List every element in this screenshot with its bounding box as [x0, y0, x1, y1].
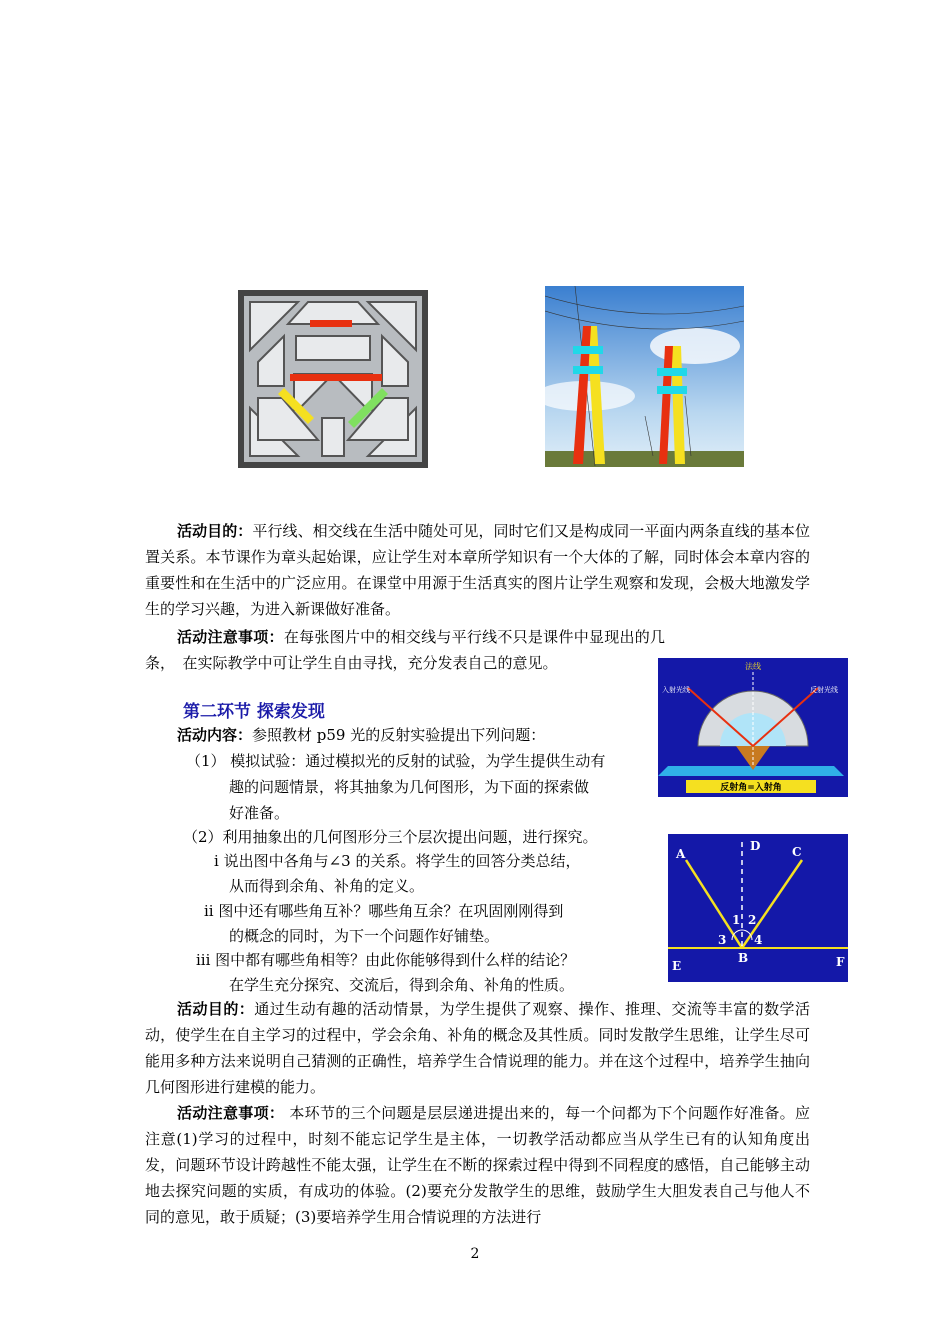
notes-text-2: 本环节的三个问题是层层递进提出来的，每一个问都为下个问题作好准备。应注意(1)学习的过程中，时刻不能忘记学生是主体，一切教学活动都应当从学生已有的认知角度出发，问题环节设计跨越性不能太强，让学生在不断的探索过程中得到不同程度的感悟，自己能够主动地去探究问题的实质，有成功的体验。(2)要充分发散学生的思维，鼓励学生大胆发表自己与他人不同的意见，敢于质疑；(3)要培养学生用合情说理的方法进行	[145, 1104, 810, 1226]
section2-purpose	[145, 996, 810, 1100]
sub-i-line1: i 说出图中各角与∠3 的关系。将学生的回答分类总结，	[214, 852, 581, 870]
purpose-label: 活动目的：	[177, 522, 253, 540]
label-E: E	[672, 959, 682, 973]
reflection-caption: 反射角=入射角	[720, 783, 782, 793]
angle-diagram	[668, 834, 848, 982]
angle-3: 3	[718, 933, 727, 947]
power-tower-icon	[545, 286, 744, 467]
incident-label: 入射光线	[662, 686, 690, 694]
power-towers-figure	[545, 286, 744, 467]
sub-ii-line2: 的概念的同时，为下一个问题作好铺垫。	[229, 927, 500, 945]
sub-iii-line2: 在学生充分探究、交流后，得到余角、补角的性质。	[229, 976, 575, 994]
content-label: 活动内容：	[177, 726, 253, 744]
reflection-experiment-icon	[658, 658, 848, 797]
purpose-label-2: 活动目的：	[177, 1000, 255, 1018]
reflection-diagram	[658, 658, 848, 797]
label-F: F	[836, 955, 845, 969]
angle-2: 2	[748, 913, 757, 927]
notes-label-2: 活动注意事项：	[177, 1104, 285, 1122]
section1-purpose	[145, 518, 810, 622]
label-C: C	[792, 845, 802, 859]
sub-iii-line1: iii 图中都有哪些角相等？由此你能够得到什么样的结论？	[196, 951, 576, 969]
window-pattern-figure	[238, 290, 428, 468]
angle-diagram-icon	[668, 834, 848, 982]
item2: （2）利用抽象出的几何图形分三个层次提出问题，进行探究。	[183, 828, 598, 846]
angle-1: 1	[732, 913, 741, 927]
reflected-label: 反射光线	[810, 686, 838, 694]
normal-label: 法线	[745, 662, 761, 671]
notes-text: 在每张图片中的相交线与平行线不只是课件中显现出的几条， 在实际教学中可让学生自由寻找，充分发表自己的意见。	[145, 628, 665, 672]
purpose-text-2: 通过生动有趣的活动情景，为学生提供了观察、操作、推理、交流等丰富的数学活动，使学生在自主学习的过程中，学会余角、补角的概念及其性质。同时发散学生思维，让学生尽可能用多种方法来说明自己猜测的正确性，培养学生合情说理的能力。并在这个过程中，培养学生抽向几何图形进行建模的能力。	[145, 1000, 810, 1096]
sub-i-line2: 从而得到余角、补角的定义。	[229, 877, 425, 895]
angle-4: 4	[754, 933, 763, 947]
section2-title: 第二环节 探索发现	[183, 702, 325, 722]
content-text: 参照教材 p59 光的反射实验提出下列问题：	[252, 726, 546, 744]
purpose-text: 平行线、相交线在生活中随处可见，同时它们又是构成同一平面内两条直线的基本位置关系。本节课作为章头起始课，应让学生对本章所学知识有一个大体的了解，同时体会本章内容的重要性和在生活中的广泛应用。在课堂中用源于生活真实的图片让学生观察和发现，会极大地激发学生的学习兴趣，为进入新课做好准备。	[145, 522, 810, 618]
label-A: A	[676, 847, 686, 861]
section1-notes	[145, 624, 665, 676]
notes-label: 活动注意事项：	[177, 628, 284, 646]
item1-line1: （1） 模拟试验：通过模拟光的反射的试验，为学生提供生动有	[186, 752, 606, 770]
content-line	[177, 722, 545, 748]
label-B: B	[738, 951, 749, 965]
item1-line3: 好准备。	[229, 804, 290, 822]
label-D: D	[750, 839, 761, 853]
sub-ii-line1: ii 图中还有哪些角互补？哪些角互余？在巩固刚刚得到	[204, 902, 564, 920]
item1-line2: 趣的问题情景，将其抽象为几何图形，为下面的探索做	[229, 778, 590, 796]
window-lattice-icon	[238, 290, 428, 468]
page-number: 2	[470, 1246, 480, 1262]
section2-notes	[145, 1100, 810, 1230]
